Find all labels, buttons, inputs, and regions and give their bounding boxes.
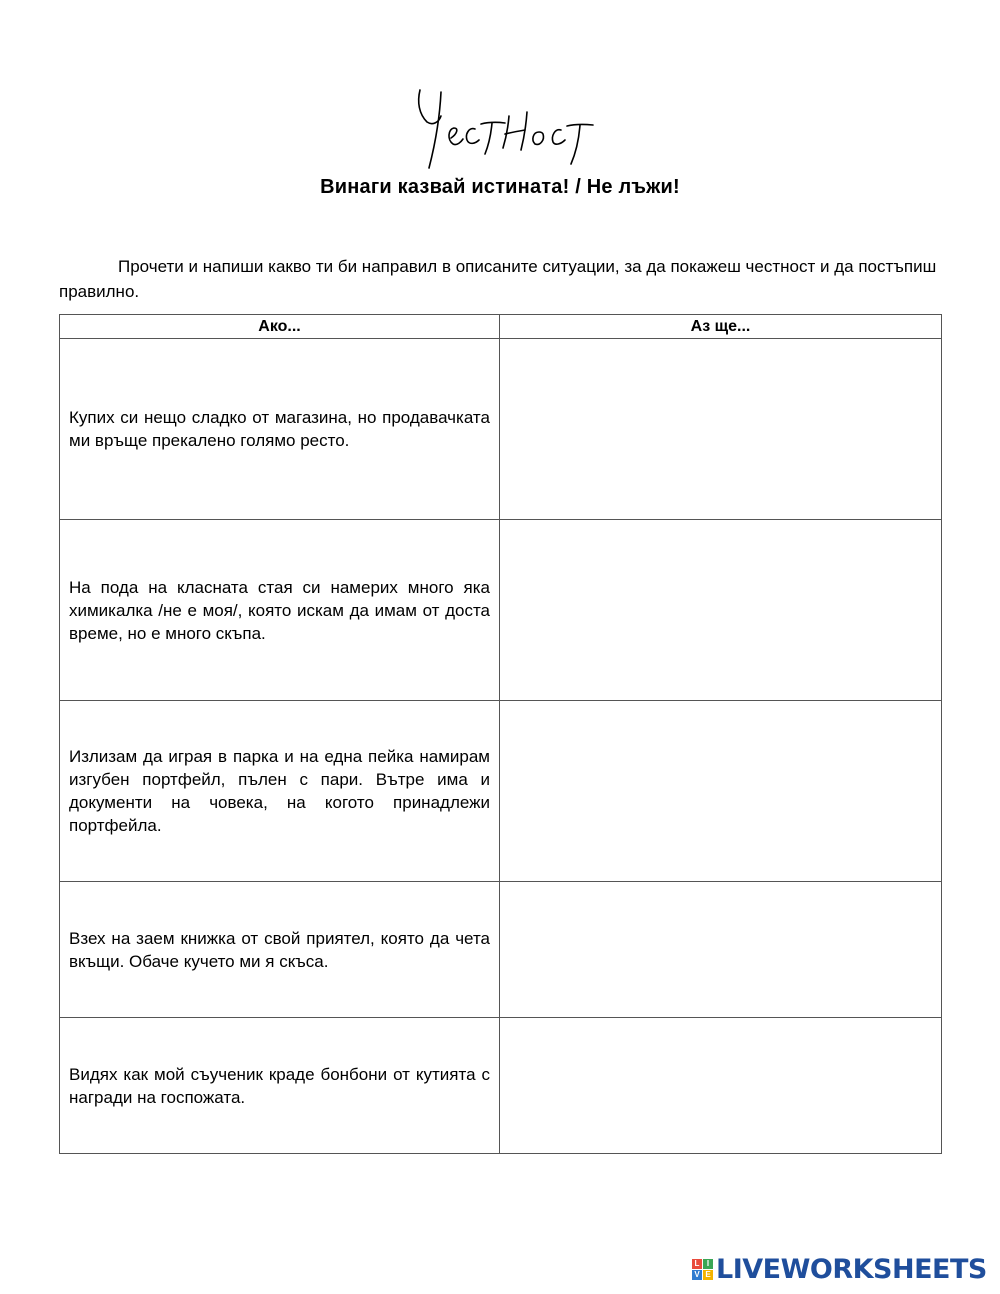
answer-input[interactable] — [500, 882, 941, 1017]
answer-cell[interactable] — [500, 882, 942, 1018]
worksheet-table — [59, 314, 942, 1154]
table-row — [60, 1018, 942, 1154]
table-header-row — [60, 315, 942, 339]
column-header-if: Ако... — [60, 315, 500, 339]
liveworksheets-logo[interactable] — [692, 1253, 987, 1285]
table-row — [60, 520, 942, 701]
page-subtitle: Винаги казвай истината! / Не лъжи! — [320, 176, 680, 198]
answer-input[interactable] — [500, 701, 941, 881]
answer-cell[interactable] — [500, 701, 942, 882]
column-header-i-will: Аз ще... — [500, 315, 942, 339]
instructions-text: Прочети и напиши какво ти би направил в описаните ситуации, за да покажеш честност и да постъпиш правилно. — [59, 257, 937, 301]
situation-cell — [60, 1018, 500, 1154]
answer-cell[interactable] — [500, 520, 942, 701]
answer-input[interactable] — [500, 339, 941, 519]
answer-input[interactable] — [500, 1018, 941, 1153]
situation-cell — [60, 339, 500, 520]
handwritten-title — [405, 82, 605, 182]
answer-input[interactable] — [500, 520, 941, 700]
situation-cell — [60, 701, 500, 882]
situation-text: Купих си нещо сладко от магазина, но продавачката ми връще прекалено голямо ресто. — [69, 408, 490, 450]
logo-tiles-icon — [692, 1259, 713, 1280]
situation-cell — [60, 520, 500, 701]
logo-tile: E — [703, 1270, 713, 1280]
logo-tile: I — [703, 1259, 713, 1269]
answer-cell[interactable] — [500, 339, 942, 520]
situation-text: На пода на класната стая си намерих много яка химикалка /не е моя/, която искам да имам от доста време, но е много скъпа. — [69, 577, 490, 643]
logo-text: LIVEWORKSHEETS — [716, 1253, 987, 1285]
logo-tile: L — [692, 1259, 702, 1269]
instructions — [59, 254, 941, 304]
situation-cell — [60, 882, 500, 1018]
table-row — [60, 882, 942, 1018]
situation-text: Излизам да играя в парка и на една пейка намирам изгубен портфейл, пълен с пари. Вътре има и документи на човека, на когото принадлежи портфейла. — [69, 747, 490, 835]
table-row — [60, 339, 942, 520]
logo-tile: V — [692, 1270, 702, 1280]
title-area — [0, 82, 1000, 182]
situation-text: Взех на заем книжка от свой приятел, която да чета вкъщи. Обаче кучето ми я скъса. — [69, 928, 490, 971]
table-row — [60, 701, 942, 882]
situation-text: Видях как мой съученик краде бонбони от кутията с награди на госпожата. — [69, 1064, 490, 1107]
answer-cell[interactable] — [500, 1018, 942, 1154]
